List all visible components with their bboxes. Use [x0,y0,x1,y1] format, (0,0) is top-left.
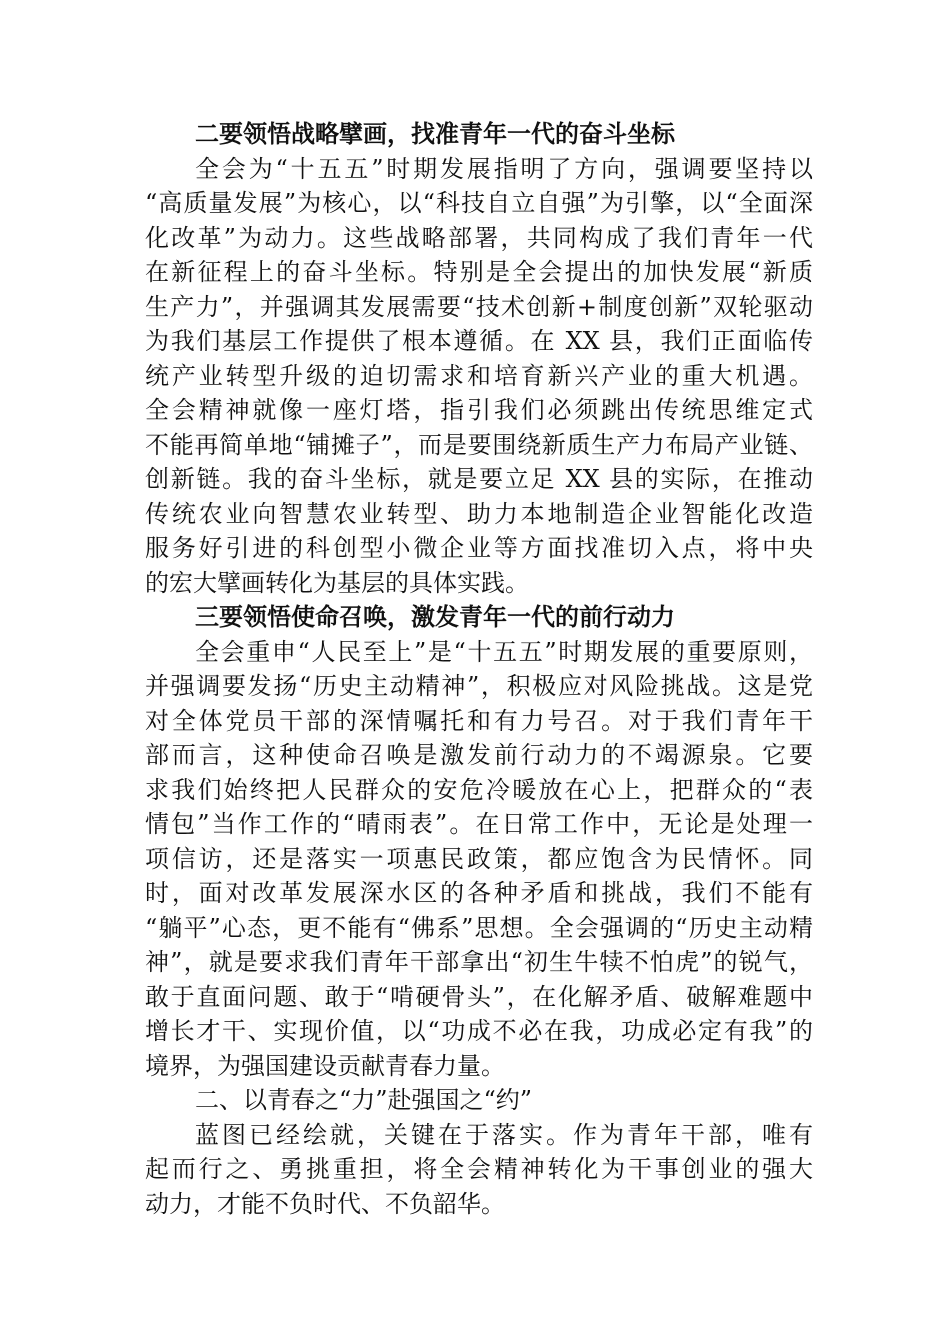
paragraph-line: “躺平”心态，更不能有“佛系”思想。全会强调的“历史主动精 [145,913,813,942]
paragraph-line: 时，面对改革发展深水区的各种矛盾和挑战，我们不能有 [145,879,813,907]
paragraph-line: 部而言，这种使命召唤是激发前行动力的不竭源泉。它要 [145,741,813,769]
paragraph-line: 全会重申“人民至上”是“十五五”时期发展的重要原则， [195,637,813,666]
paragraph-line: 对全体党员干部的深情嘱托和有力号召。对于我们青年干 [145,706,813,735]
paragraph-line: 在新征程上的奋斗坐标。特别是全会提出的加快发展“新质 [145,258,813,286]
paragraph-line: 境界，为强国建设贡献青春力量。 [145,1051,505,1080]
paragraph-line: 蓝图已经绘就，关键在于落实。作为青年干部，唯有 [195,1120,813,1149]
paragraph-line: 敢于直面问题、敢于“啃硬骨头”，在化解矛盾、破解难题中 [145,982,813,1011]
chapter-heading: 二、以青春之“力”赴强国之“约” [195,1086,533,1114]
paragraph-line: 化改革”为动力。这些战略部署，共同构成了我们青年一代 [145,223,813,252]
paragraph-line: 服务好引进的科创型小微企业等方面找准切入点，将中央 [145,534,813,562]
paragraph-line: 不能再简单地“铺摊子”，而是要围绕新质生产力布局产业链、 [145,430,813,459]
paragraph-line: 情包”当作工作的“晴雨表”。在日常工作中，无论是处理一 [145,810,813,838]
paragraph-line: 的宏大擘画转化为基层的具体实践。 [145,568,529,597]
paragraph-line: 创新链。我的奋斗坐标，就是要立足 XX 县的实际，在推动 [145,465,813,493]
section-heading: 三要领悟使命召唤，激发青年一代的前行动力 [195,603,675,631]
paragraph-line: 增长才干、实现价值，以“功成不必在我，功成必定有我”的 [145,1017,813,1045]
paragraph-line: 项信访，还是落实一项惠民政策，都应饱含为民情怀。同 [145,844,813,873]
paragraph-line: 生产力”，并强调其发展需要“技术创新+制度创新”双轮驱动 [145,292,813,321]
paragraph-line: 求我们始终把人民群众的安危冷暖放在心上，把群众的“表 [145,775,813,804]
paragraph-line: 传统农业向智慧农业转型、助力本地制造企业智能化改造 [145,499,813,528]
paragraph-line: 全会精神就像一座灯塔，指引我们必须跳出传统思维定式 [145,396,813,424]
paragraph-line: 动力，才能不负时代、不负韶华。 [145,1189,505,1218]
paragraph-line: 统产业转型升级的迫切需求和培育新兴产业的重大机遇。 [145,361,813,390]
section-heading: 二要领悟战略擘画，找准青年一代的奋斗坐标 [195,120,675,148]
paragraph-line: “高质量发展”为核心，以“科技自立自强”为引擎，以“全面深 [145,189,813,217]
document-body [145,117,813,1221]
paragraph-line: 神”，就是要求我们青年干部拿出“初生牛犊不怕虎”的锐气， [145,948,813,976]
paragraph-line: 全会为“十五五”时期发展指明了方向，强调要坚持以 [195,154,813,183]
paragraph-line: 为我们基层工作提供了根本遵循。在 XX 县，我们正面临传 [145,327,813,355]
paragraph-line: 并强调要发扬“历史主动精神”，积极应对风险挑战。这是党 [145,672,813,700]
paragraph-line: 起而行之、勇挑重担，将全会精神转化为干事创业的强大 [145,1155,813,1183]
